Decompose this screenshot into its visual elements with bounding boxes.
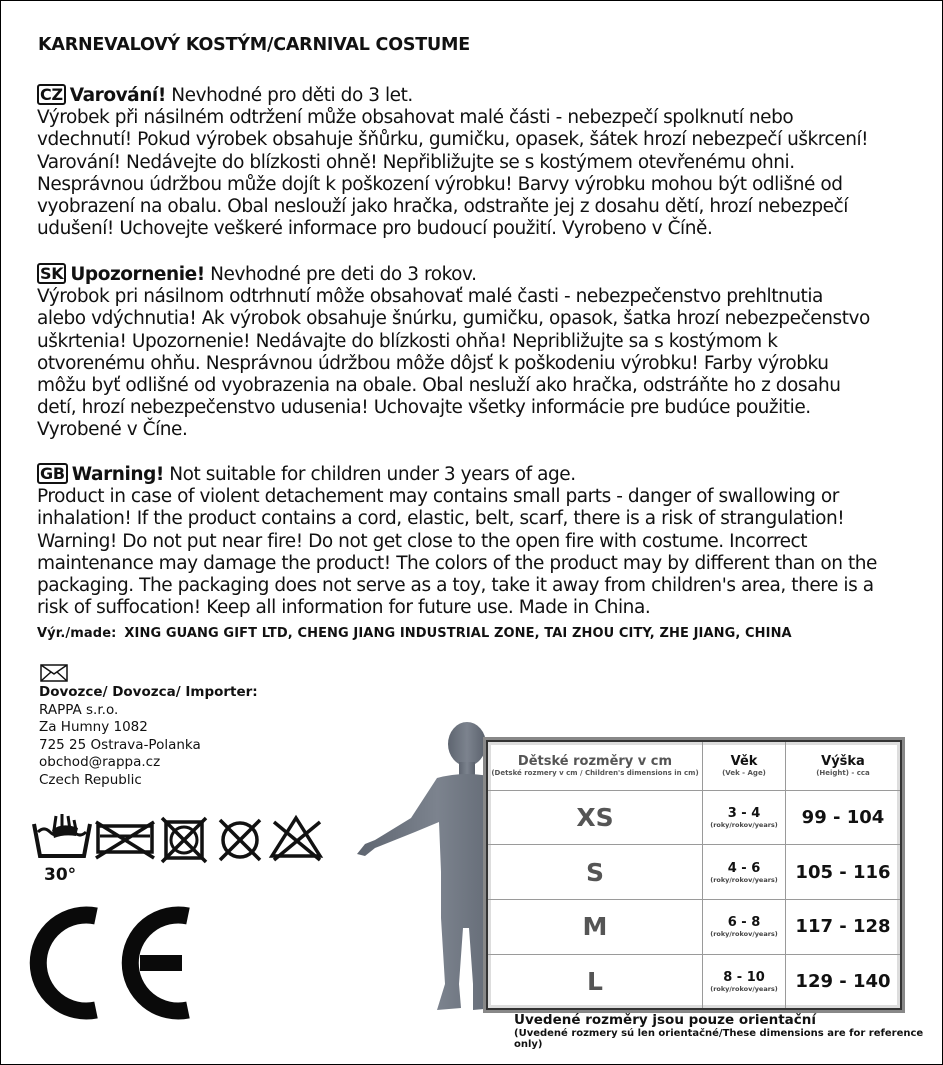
size-cell: L — [587, 966, 603, 996]
age-cell — [703, 790, 786, 845]
text-line: otvorenému ohňu. Nesprávnou údržbou môže dôjsť k poškodeniu výrobku! Farby výrobku — [37, 352, 829, 374]
header-height-main: Výška — [821, 754, 865, 770]
flag-gb: GB — [37, 463, 68, 484]
importer-line: obchod@rappa.cz — [39, 754, 161, 770]
size-chart — [486, 740, 902, 1010]
text-line: packaging. The packaging does not serve as a toy, take it away from children's area, there is a — [37, 575, 874, 597]
manufacturer-line — [37, 626, 792, 641]
text-line: Warning! Do not put near fire! Do not get close to the open fire with costume. Incorrect — [37, 530, 808, 552]
importer-line: RAPPA s.r.o. — [39, 701, 119, 718]
header-height-sub: (Height) - cca — [816, 769, 870, 778]
height-cell: 99 - 104 — [786, 790, 901, 845]
text-line: detí, hrozí nebezpečenstvo udusenia! Uchovajte všetky informácie pre budúce použitie. — [37, 397, 811, 419]
ce-mark — [22, 906, 202, 1020]
size-note-sub: (Uvedené rozmery sú len orientačné/These dimensions are for reference only) — [514, 1028, 924, 1050]
no-dry-clean-icon — [220, 820, 260, 860]
text-line: vyobrazení na obalu. Obal neslouží jako hračka, odstraňte jej z dosahu dětí, hrozí nebezpečí — [37, 196, 848, 218]
age-unit: (roky/rokov/years) — [710, 930, 778, 939]
manufacturer-label: Výr./made: — [37, 626, 117, 641]
age-unit: (roky/rokov/years) — [710, 984, 778, 993]
age-value: 3 - 4 — [727, 805, 761, 821]
header-size-main: Dětské rozměry v cm — [517, 754, 673, 770]
warning-lead: Upozornenie! — [70, 264, 205, 285]
importer-heading: Dovozce/ Dovozca/ Importer: — [39, 684, 258, 700]
header-age-sub: (Vek - Age) — [722, 769, 766, 778]
size-cell: M — [488, 899, 703, 954]
age-value: 6 - 8 — [727, 915, 761, 931]
text-line: Nesprávnou údržbou může dojít k poškození výrobku! Barvy výrobku mohou být odlišné od — [37, 173, 843, 195]
text-line: Varování! Nedávejte do blízkosti ohně! Nepřibližujte se s kostýmem otevřenému ohni. — [37, 151, 795, 173]
wash-temp-label: 30° — [44, 865, 77, 885]
text-line: môžu byť odlišné od vyobrazenia na obale. Obal nesluží ako hračka, odstráňte ho z dosahu — [37, 375, 841, 397]
text-line: Výrobok pri násilnom odtrhnutí môže obsahovať malé časti - nebezpečenstvo prehltnutia — [37, 286, 823, 308]
size-note-main: Uvedené rozměry jsou pouze orientační — [514, 1012, 817, 1028]
text-line: inhalation! If the product contains a cord, elastic, belt, scarf, there is a risk of strangulation! — [37, 508, 845, 530]
text-line: risk of suffocation! Keep all information for future use. Made in China. — [37, 597, 651, 619]
size-cell: XS — [488, 790, 703, 845]
text-line: alebo vdýchnutia! Ak výrobok obsahuje šnúrku, gumičku, opasok, šatka hrozí nebezpečenstvo — [37, 308, 870, 330]
text-line: Vyrobené v Číne. — [37, 419, 188, 441]
importer-line: 725 25 Ostrava-Polanka — [39, 736, 201, 753]
text-line: Product in case of violent detachement may contains small parts - danger of swallowing or — [37, 486, 839, 508]
hand-wash-icon — [34, 814, 90, 856]
size-table — [488, 742, 900, 1008]
section-cz — [37, 84, 927, 240]
envelope-icon — [40, 664, 68, 682]
importer-block — [39, 684, 258, 789]
age-cell — [703, 954, 786, 1008]
warning-lead: Warning! — [71, 464, 164, 485]
no-bleach-icon — [96, 822, 154, 858]
age-cell — [703, 899, 786, 954]
age-unit: (roky/rokov/years) — [710, 875, 778, 884]
height-cell: 105 - 116 — [786, 845, 901, 900]
flag-sk: SK — [37, 263, 66, 284]
manufacturer-value: XING GUANG GIFT LTD, CHENG JIANG INDUSTRIAL ZONE, TAI ZHOU CITY, ZHE JIANG, CHINA — [124, 626, 792, 641]
age-warning: Nevhodné pre deti do 3 rokov. — [210, 264, 477, 285]
text-line: udušení! Uchovejte veškeré informace pro budoucí použití. Vyrobeno v Číně. — [37, 218, 713, 240]
importer-line: Czech Republic — [39, 771, 142, 788]
page-title: KARNEVALOVÝ KOSTÝM/CARNIVAL COSTUME — [38, 35, 470, 55]
size-note — [514, 1012, 943, 1050]
no-iron-icon — [272, 818, 320, 860]
importer-line: Za Humny 1082 — [39, 719, 148, 735]
section-gb — [37, 463, 927, 619]
section-sk — [37, 263, 927, 442]
warning-lead: Varování! — [69, 85, 166, 106]
section-first-line — [37, 263, 927, 286]
text-line: uškrtenia! Upozornenie! Nedávajte do blízkosti ohňa! Nepribližujte sa s kostýmom k — [37, 330, 778, 352]
text-line: maintenance may damage the product! The colors of the product may by different than on the — [37, 552, 877, 574]
header-age — [703, 742, 786, 790]
size-cell: S — [488, 845, 703, 900]
age-value: 4 - 6 — [727, 860, 761, 876]
text-line: vdechnutí! Pokud výrobek obsahuje šňůrku, gumičku, opasek, šátek hrozí nebezpečí uškrcení! — [37, 129, 869, 151]
table-row — [488, 954, 900, 1008]
header-height — [786, 742, 901, 790]
age-value: 8 - 10 — [723, 969, 765, 985]
section-first-line — [37, 463, 927, 486]
age-cell — [703, 845, 786, 900]
care-symbols — [30, 812, 330, 888]
age-warning: Not suitable for children under 3 years of age. — [169, 464, 576, 485]
height-cell: 129 - 140 — [786, 954, 901, 1008]
table-row — [488, 790, 900, 845]
text-line: Výrobek při násilném odtržení může obsahovat malé části - nebezpečí spolknutí nebo — [37, 107, 794, 129]
flag-cz: CZ — [37, 84, 66, 105]
table-header-row — [488, 742, 900, 790]
section-first-line — [37, 84, 927, 107]
age-warning: Nevhodné pro děti do 3 let. — [171, 85, 413, 106]
table-row — [488, 899, 900, 954]
table-row — [488, 845, 900, 900]
header-size — [488, 742, 703, 790]
age-unit: (roky/rokov/years) — [710, 820, 778, 829]
header-size-sub: (Detské rozmery v cm / Children's dimensions in cm) — [491, 769, 699, 778]
height-cell: 117 - 128 — [786, 899, 901, 954]
header-age-main: Věk — [730, 754, 758, 770]
no-tumble-dry-icon — [162, 818, 206, 862]
